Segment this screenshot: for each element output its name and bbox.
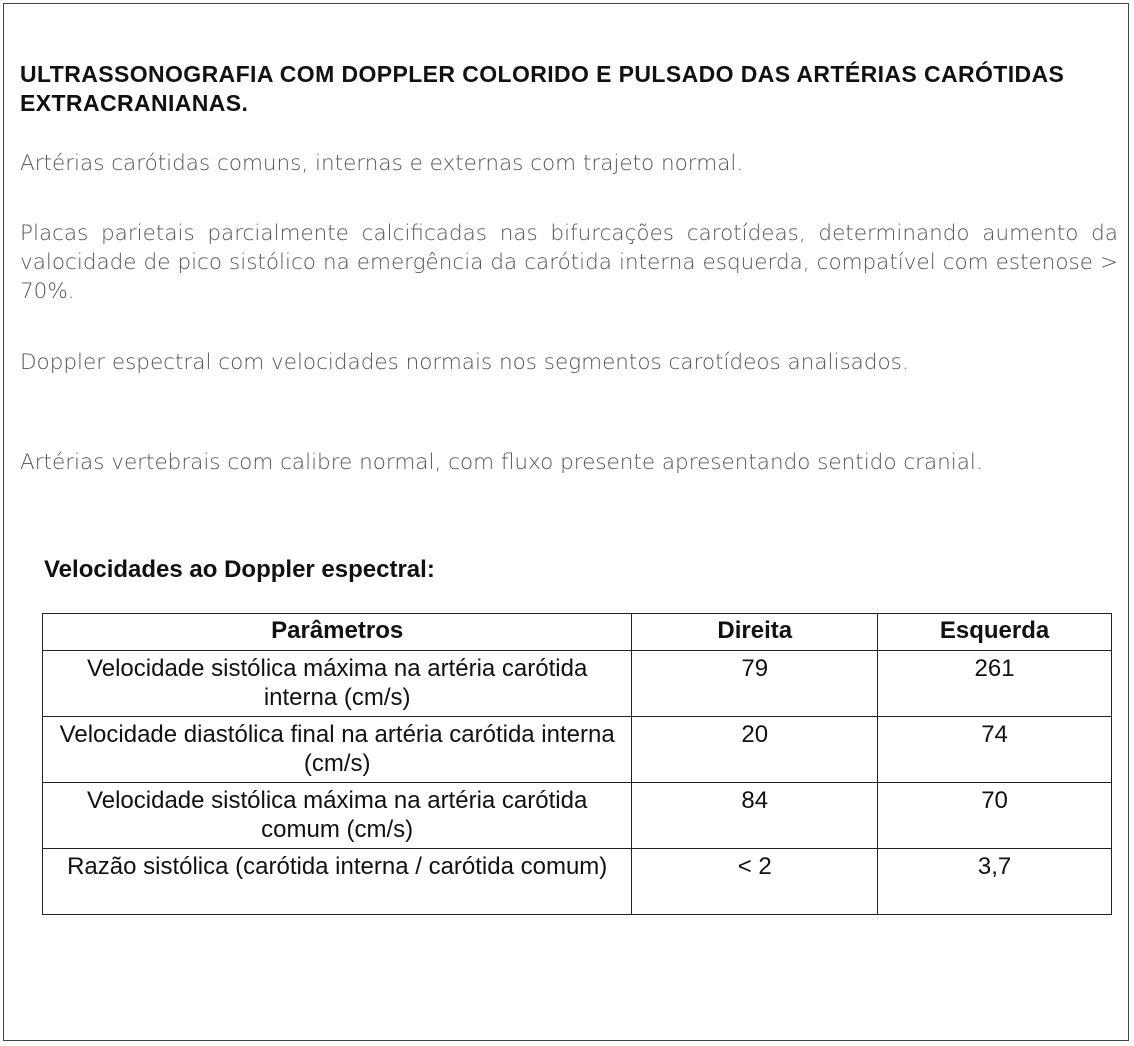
- finding-paragraph-3: Doppler espectral com velocidades normais nos segmentos carotídeos analisados.: [20, 350, 909, 375]
- row-parameter: Razão sistólica (carótida interna / carótida comum): [43, 849, 632, 915]
- velocity-table: [42, 613, 1112, 915]
- row-value-direita: 20: [632, 717, 878, 783]
- finding-paragraph-4: Artérias vertebrais com calibre normal, com fluxo presente apresentando sentido cranial.: [20, 450, 983, 475]
- row-value-esquerda: 3,7: [878, 849, 1112, 915]
- table-row: [43, 717, 1112, 783]
- finding-paragraph-2: Placas parietais parcialmente calcificadas nas bifurcações carotídeas, determinando aumento da valocidade de pico sistólico na emergência da carótida interna esquerda, compatível com estenose > 70%.: [20, 221, 1118, 304]
- row-value-esquerda: 70: [878, 783, 1112, 849]
- table-row: [43, 849, 1112, 915]
- header-esquerda: Esquerda: [878, 614, 1112, 651]
- table-title: Velocidades ao Doppler espectral:: [44, 556, 435, 583]
- row-value-esquerda: 74: [878, 717, 1112, 783]
- report-title: ULTRASSONOGRAFIA COM DOPPLER COLORIDO E PULSADO DAS ARTÉRIAS CARÓTIDAS EXTRACRANIANAS.: [20, 61, 1065, 116]
- row-parameter: Velocidade sistólica máxima na artéria carótida comum (cm/s): [43, 783, 632, 849]
- row-value-direita: 79: [632, 651, 878, 717]
- header-direita: Direita: [632, 614, 878, 651]
- row-value-esquerda: 261: [878, 651, 1112, 717]
- finding-paragraph-1: Artérias carótidas comuns, internas e externas com trajeto normal.: [20, 151, 744, 176]
- table-row: [43, 783, 1112, 849]
- header-parametros: Parâmetros: [43, 614, 632, 651]
- table-row: [43, 651, 1112, 717]
- report-frame: [3, 3, 1129, 1041]
- row-parameter: Velocidade diastólica final na artéria carótida interna (cm/s): [43, 717, 632, 783]
- table-header-row: [43, 614, 1112, 651]
- row-parameter: Velocidade sistólica máxima na artéria carótida interna (cm/s): [43, 651, 632, 717]
- row-value-direita: < 2: [632, 849, 878, 915]
- row-value-direita: 84: [632, 783, 878, 849]
